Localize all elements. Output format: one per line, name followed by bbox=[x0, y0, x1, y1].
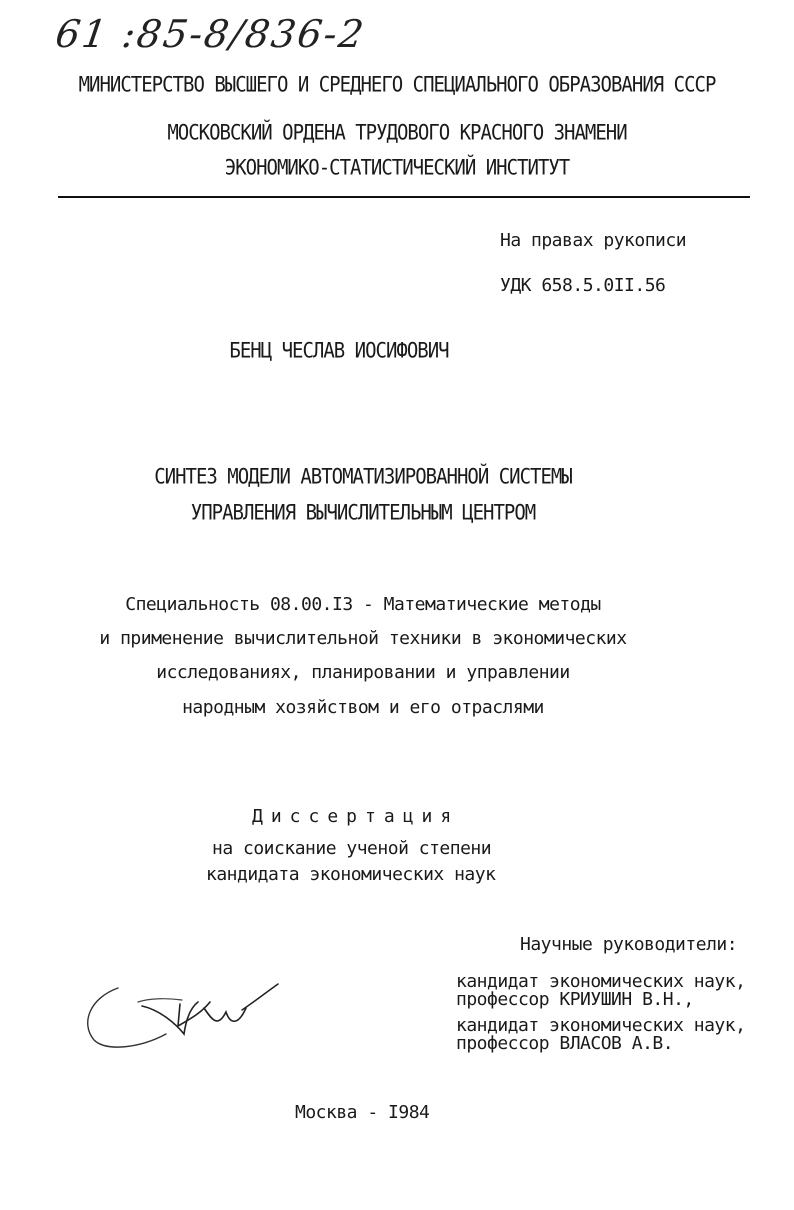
rights-note: На правах рукописи bbox=[500, 230, 687, 251]
header-divider bbox=[58, 196, 750, 198]
supervisors-heading: Научные руководители: bbox=[520, 934, 738, 955]
handwritten-signature bbox=[80, 968, 290, 1058]
ministry-header: МИНИСТЕРСТВО ВЫСШЕГО И СРЕДНЕГО СПЕЦИАЛЬНОГО ОБРАЗОВАНИЯ СССР bbox=[78, 72, 716, 98]
title-line-1: СИНТЕЗ МОДЕЛИ АВТОМАТИЗИРОВАННОЙ СИСТЕМЫ bbox=[154, 464, 572, 490]
place-and-year: Москва - I984 bbox=[295, 1102, 430, 1123]
specialty-line-4: народным хозяйством и его отраслями bbox=[182, 697, 544, 718]
specialty-line-2: и применение вычислительной техники в экономических bbox=[99, 628, 627, 649]
supervisor-1-name: профессор КРИУШИН В.Н., bbox=[456, 989, 694, 1010]
institute-line-2: ЭКОНОМИКО-СТАТИСТИЧЕСКИЙ ИНСТИТУТ bbox=[224, 155, 570, 181]
specialty-line-3: исследованиях, планировании и управлении bbox=[156, 662, 570, 683]
udk-code: УДК 658.5.0II.56 bbox=[500, 275, 666, 296]
degree-line-2: кандидата экономических наук bbox=[206, 864, 496, 885]
title-line-2: УПРАВЛЕНИЯ ВЫЧИСЛИТЕЛЬНЫМ ЦЕНТРОМ bbox=[190, 500, 536, 526]
archive-number: 61 :85-8/836-2 bbox=[52, 12, 369, 56]
author-name: БЕНЦ ЧЕСЛАВ ИОСИФОВИЧ bbox=[229, 338, 449, 364]
supervisor-2-degree: кандидат экономических наук, bbox=[456, 1015, 746, 1036]
degree-line-1: на соискание ученой степени bbox=[212, 838, 492, 859]
specialty-line-1: Специальность 08.00.I3 - Математические методы bbox=[125, 594, 601, 615]
supervisor-2-name: профессор ВЛАСОВ А.В. bbox=[456, 1033, 674, 1054]
dissertation-heading: Диссертация bbox=[252, 806, 460, 827]
supervisor-1-degree: кандидат экономических наук, bbox=[456, 971, 746, 992]
institute-line-1: МОСКОВСКИЙ ОРДЕНА ТРУДОВОГО КРАСНОГО ЗНАМЕНИ bbox=[167, 120, 627, 146]
